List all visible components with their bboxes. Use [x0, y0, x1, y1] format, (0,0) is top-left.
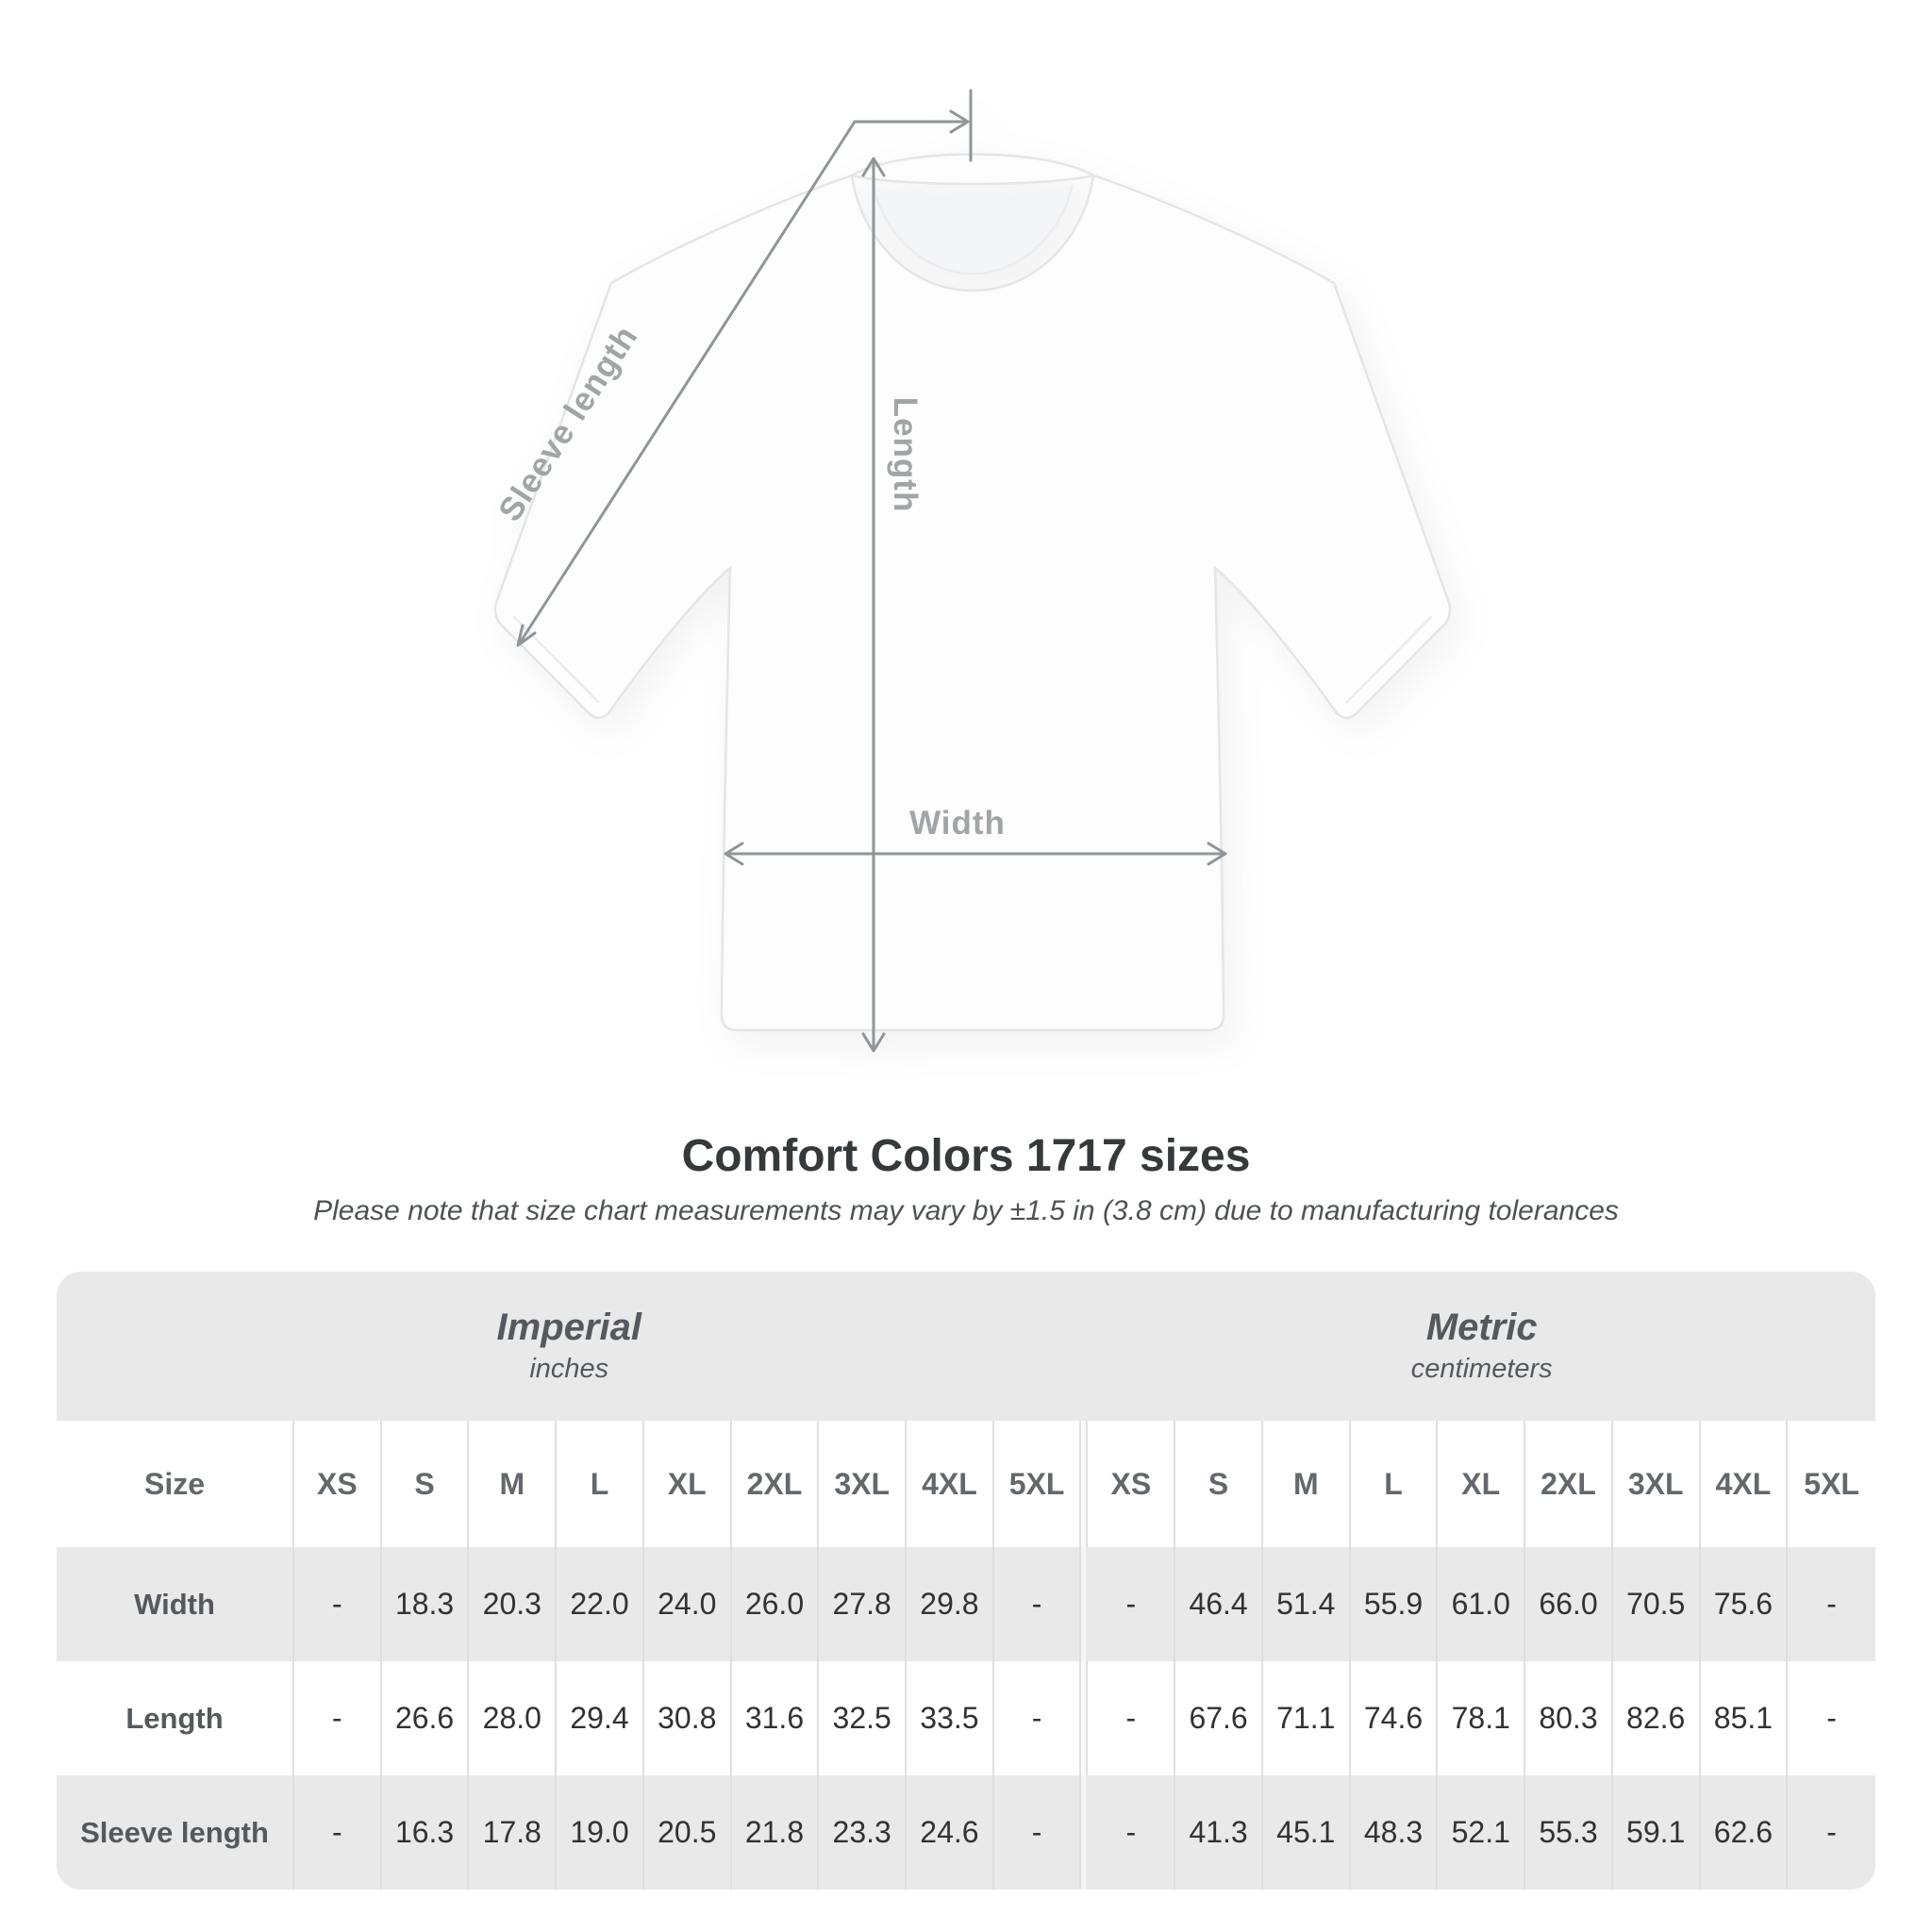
- size-header-metric-0: XS: [1088, 1421, 1175, 1547]
- metric-value: 80.3: [1525, 1661, 1613, 1775]
- imperial-value: -: [994, 1547, 1082, 1661]
- size-header-imperial-4: XL: [644, 1421, 732, 1547]
- imperial-value: -: [994, 1661, 1082, 1775]
- metric-value: 85.1: [1701, 1661, 1789, 1775]
- imperial-value: 21.8: [732, 1775, 820, 1890]
- size-header-imperial-0: XS: [294, 1421, 382, 1547]
- size-header-metric-8: 5XL: [1804, 1466, 1859, 1501]
- tshirt-body: [495, 175, 1450, 1030]
- imperial-value: 24.6: [907, 1775, 994, 1890]
- metric-value: 48.3: [1351, 1775, 1439, 1890]
- metric-value: 82.6: [1613, 1661, 1701, 1775]
- imperial-value: 29.4: [557, 1661, 644, 1775]
- length-label: Length: [887, 396, 924, 513]
- imperial-value: 23.3: [819, 1775, 907, 1890]
- imperial-value: 30.8: [644, 1661, 732, 1775]
- size-header-metric-1: S: [1175, 1421, 1263, 1547]
- metric-value: 71.1: [1263, 1661, 1351, 1775]
- size-header-imperial-5: 2XL: [732, 1421, 820, 1547]
- metric-value: 45.1: [1263, 1775, 1351, 1890]
- size-table: [57, 1272, 1875, 1890]
- metric-value: -: [1826, 1701, 1837, 1735]
- metric-group-header: [1089, 1272, 1876, 1421]
- metric-value: 62.6: [1701, 1775, 1789, 1890]
- imperial-value: 20.5: [644, 1775, 732, 1890]
- metric-value: 78.1: [1438, 1661, 1525, 1775]
- size-header-imperial-7: 4XL: [907, 1421, 994, 1547]
- imperial-value: 27.8: [819, 1547, 907, 1661]
- metric-value: -: [1826, 1815, 1837, 1849]
- size-table-body: [57, 1547, 1875, 1890]
- sleeve-length-label: Sleeve length: [491, 319, 645, 528]
- metric-value: 52.1: [1438, 1775, 1525, 1890]
- imperial-value: 29.8: [907, 1547, 994, 1661]
- imperial-value: 18.3: [382, 1547, 470, 1661]
- size-header-row: [57, 1421, 1875, 1547]
- metric-value: 70.5: [1613, 1547, 1701, 1661]
- metric-value: 59.1: [1613, 1775, 1701, 1890]
- imperial-value: -: [294, 1775, 382, 1890]
- row-label: Width: [57, 1547, 294, 1661]
- row-label: Sleeve length: [57, 1775, 294, 1890]
- size-header-metric-5: 2XL: [1525, 1421, 1613, 1547]
- imperial-value: 32.5: [819, 1661, 907, 1775]
- size-header-metric-4: XL: [1438, 1421, 1525, 1547]
- size-header-imperial-6: 3XL: [819, 1421, 907, 1547]
- size-header-imperial-8: 5XL: [994, 1421, 1082, 1547]
- size-header-metric-6: 3XL: [1613, 1421, 1701, 1547]
- metric-label: Metric: [1425, 1307, 1538, 1348]
- size-header-imperial-2: M: [469, 1421, 557, 1547]
- size-column-header: Size: [57, 1421, 294, 1547]
- metric-value: 51.4: [1263, 1547, 1351, 1661]
- row-label: Length: [57, 1661, 294, 1775]
- metric-value: 74.6: [1351, 1661, 1439, 1775]
- tshirt-back-collar: [852, 155, 1093, 185]
- row-divider: [1081, 1547, 1088, 1661]
- imperial-group-header: [57, 1272, 1082, 1421]
- metric-value: 75.6: [1701, 1547, 1789, 1661]
- metric-value: -: [1088, 1547, 1175, 1661]
- imperial-sublabel: inches: [529, 1354, 609, 1384]
- imperial-value: -: [294, 1661, 382, 1775]
- imperial-value: 33.5: [907, 1661, 994, 1775]
- imperial-value: 17.8: [469, 1775, 557, 1890]
- imperial-value: 31.6: [732, 1661, 820, 1775]
- imperial-value: 26.6: [382, 1661, 470, 1775]
- size-header-imperial-3: L: [557, 1421, 644, 1547]
- table-row-0: [57, 1547, 1875, 1661]
- metric-value: 55.9: [1351, 1547, 1439, 1661]
- imperial-value: 20.3: [469, 1547, 557, 1661]
- imperial-value: 19.0: [557, 1775, 644, 1890]
- unit-band-divider: [1082, 1272, 1089, 1421]
- table-row-1: [57, 1661, 1875, 1775]
- size-header-metric-3: L: [1351, 1421, 1439, 1547]
- row-divider: [1081, 1775, 1088, 1890]
- imperial-value: -: [294, 1547, 382, 1661]
- metric-value: 66.0: [1525, 1547, 1613, 1661]
- header-divider: [1081, 1421, 1088, 1547]
- metric-value: 41.3: [1175, 1775, 1263, 1890]
- imperial-value: 26.0: [732, 1547, 820, 1661]
- metric-value: -: [1088, 1775, 1175, 1890]
- row-divider: [1081, 1661, 1088, 1775]
- imperial-value: 16.3: [382, 1775, 470, 1890]
- metric-value: 67.6: [1175, 1661, 1263, 1775]
- metric-value: 46.4: [1175, 1547, 1263, 1661]
- imperial-value: 24.0: [644, 1547, 732, 1661]
- metric-sublabel: centimeters: [1410, 1354, 1553, 1384]
- imperial-value: 28.0: [469, 1661, 557, 1775]
- tshirt-neck-opening: [873, 185, 1073, 274]
- metric-value: -: [1826, 1587, 1837, 1621]
- imperial-label: Imperial: [496, 1307, 641, 1348]
- tolerance-note: Please note that size chart measurements may vary by ±1.5 in (3.8 cm) due to manufacturing tolerances: [313, 1195, 1619, 1226]
- imperial-value: 22.0: [557, 1547, 644, 1661]
- size-header-imperial-1: S: [382, 1421, 470, 1547]
- size-header-metric-7: 4XL: [1701, 1421, 1789, 1547]
- metric-value: 55.3: [1525, 1775, 1613, 1890]
- page-title: Comfort Colors 1717 sizes: [681, 1131, 1251, 1181]
- unit-group-band: [57, 1272, 1875, 1421]
- size-header-metric-2: M: [1263, 1421, 1351, 1547]
- table-row-2: [57, 1775, 1875, 1890]
- width-label: Width: [909, 805, 1006, 841]
- metric-value: 61.0: [1438, 1547, 1525, 1661]
- metric-value: -: [1088, 1661, 1175, 1775]
- imperial-value: -: [994, 1775, 1082, 1890]
